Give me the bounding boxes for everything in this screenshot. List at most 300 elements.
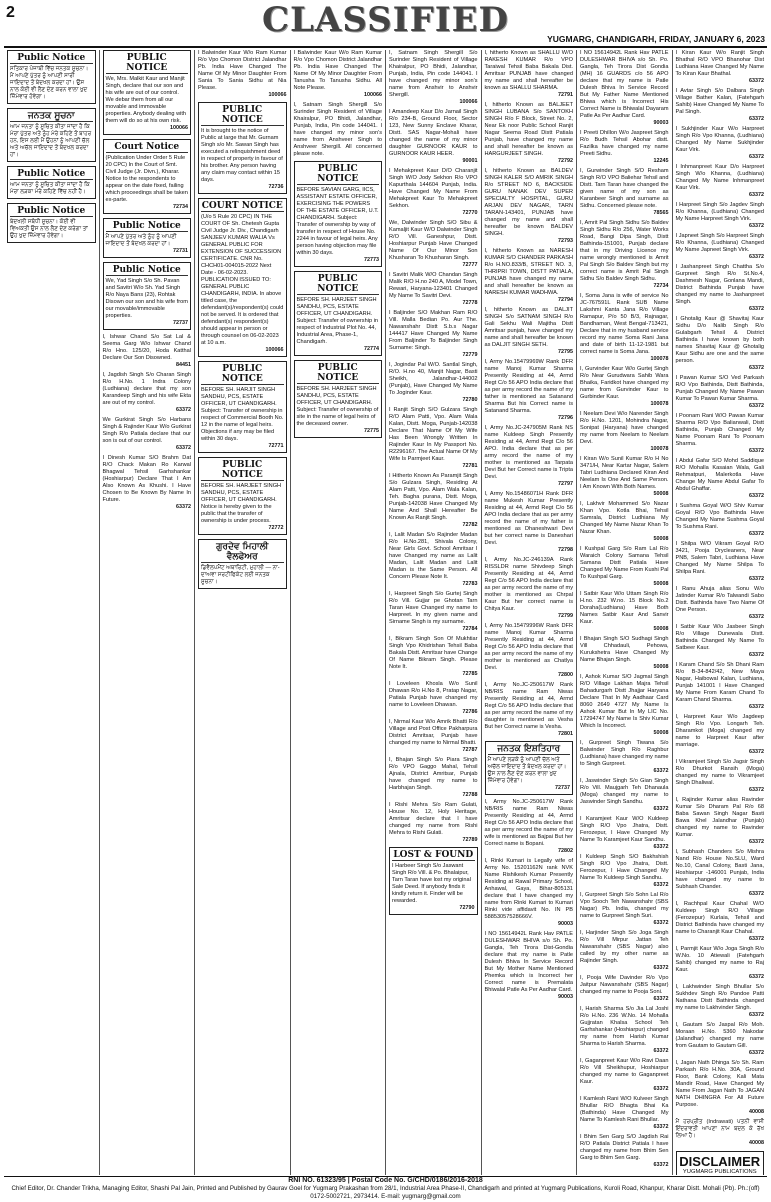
- ad-reference-number: 100078: [650, 356, 669, 362]
- ad-body: ਮੈਂ ਆਪਣੇ ਪੁੱਤਰ ਅਤੇ ਨੂੰਹ ਨੂੰ ਆਪਣੀ ਜਾਇਦਾਦ ਤੋਂ ਬੇਦਖਲ ਕਰਦਾ ਹਾਂ।: [105, 234, 177, 247]
- ad-body: I Kushpal Garg S/o Ram Lal R/o Waraich Colony Samana Tehsil Samana Distt Patiala Have Changed My Name From Kushi Pal To Kushpal Garg.: [580, 546, 669, 580]
- ad-body: ਡਿਵੈਲਪਮੈਂਟ ਅਥਾਰਿਟੀ, ਮੁਹਾਲੀ — ਨਾ-ਦਾਅਵਾ ਸਰਟੀਫਿਕੇਟ ਲਈ ਜਨਤਕ ਸੂਚਨਾ।: [201, 565, 280, 585]
- ad-reference-number: 63372: [653, 844, 669, 850]
- ad-body: I, Satnam Singh Shergill S/o Surinder Singh Resident of Village Khairalpur, PO Bhidi, Jalandhar, Punjab, India, Pin code 144041. I have changed my minor son's name from Anshveer Singh to Anshveer Shergill. All concerned please note.: [293, 102, 382, 157]
- ad-body: I, Army No.15486071H Rank DFR name Mukesh Kumar Presently Residing at 44, Armd Regt C/o 56 APO India declare that as per army record the name of my father is mentioned as Dhaneshwari Devi but her correct name is Daneshari Devi.: [484, 491, 573, 546]
- ad-reference-number: 72777: [462, 262, 478, 268]
- notice-box: [198, 457, 287, 535]
- ad-body: ਮੈਂ ਹਰਪ੍ਰੀਤ (Indrawati) ਪਤਨੀ ਵਾਸੀ ਇੰਦਰਾਵਤੀ ਆਪਣਾ ਨਾਮ ਬਦਲ ਕੇ ਰੱਖ ਲਿਆ ਹੈ।: [675, 1119, 764, 1139]
- ad-reference-number: 90003: [558, 921, 573, 927]
- notice-title: Public Notice: [10, 169, 93, 180]
- classified-ad: [389, 636, 478, 678]
- classified-ad: [676, 50, 765, 85]
- classified-ad: [103, 455, 192, 511]
- classified-ad: [389, 532, 478, 588]
- classified-ad: [485, 931, 574, 1001]
- ad-body: I Ghotalig Kaur @ Shavitaj Kaur Sidhu D/o Nalib Singh R/o Gulabgarh Tehsil & District Bathinda I have known by both names Shavitaj Kaur @ Ghotalig Kaur Sidhu are one and the same person.: [675, 316, 764, 364]
- disclaimer-body: YUGMARG PUBLICATIONS: [682, 1169, 757, 1175]
- classified-ad: [580, 456, 669, 498]
- classified-ad: [676, 88, 765, 123]
- ad-reference-number: 90001: [462, 158, 478, 164]
- ad-body: I, Lakhvir Mohammed S/o Nazar Khan Vpo. Kotla Bhai, Tehsil Samrala, District Ludhiana My Changed My Name Nazar Khan To Nazar Khan.: [580, 501, 669, 535]
- ad-reference-number: 63372: [749, 839, 764, 845]
- ad-body: (U/o 5 Rule 20 CPC) IN THE COURT OF Sh. Chetesh Gupta Civil Judge Jr. Div., Chandigarh SANJEEV KUMAR WALIA Vs GENERAL PUBLIC FOR EXTENSION OF SUCCESSION CERTIFICATE. CNR No. CHCH01-004015-2022 Next Date - 06-02-2023. PUBLICATION ISSUED TO: GENERAL PUBLIC CHANDIGARH, INDIA. In above titled case, the defendant(s)/respondent(s) could not be served. It is ordered that defendant(s) respondent(s) should appear in person or through counsel on 06-02-2023 at 10 a.m.: [201, 214, 284, 346]
- ad-reference-number: 100066: [265, 347, 284, 353]
- ad-body: I, Lakhwinder Singh Bhullar S/o Sukhdev Singh R/o Pandoe Patti Nathana Distt Bathinda changed my name to Lakhvinder Singh.: [675, 984, 764, 1011]
- ad-body: I Inhmanpreet Kaur D/o Harpreet Singh W/o Khanna, (Ludhiana) Changed My Name Inhmanpreet Kaur Virk.: [675, 164, 764, 191]
- ad-reference-number: 72774: [364, 346, 379, 352]
- column-1: [4, 50, 100, 1175]
- ad-reference-number: 100066: [459, 99, 478, 105]
- ad-reference-number: 72778: [462, 300, 478, 306]
- ad-body: I Sukhjinder Kaur W/o Harpreet Singh R/o Vpo Khanna, (Ludhiana) Changed My Name Sukhjinder Kaur Virk.: [675, 126, 764, 153]
- notice-box: [294, 271, 383, 356]
- classified-ad: [580, 411, 669, 453]
- classified-ad: [485, 623, 574, 679]
- page-number: 2: [6, 4, 15, 21]
- ad-body: I NO 15614942L Rank Hav PATLE DULESHWAR BHIVA s/o Sh. Po. Gangla, Teh Tirora Dist Gondia (MH) 16 GUARDS c/o 56 APO declare that my name is Patle Dulesh Bhiva In Service Record But My Father Name Mentioned Bhiwa which is Incorrect His Correct Name is Bhiwalal Dayaram Patle As Per Aadhar Card.: [580, 50, 669, 119]
- ad-reference-number: 63372: [176, 407, 191, 413]
- ad-reference-number: 63372: [749, 891, 764, 897]
- ad-body: I Preeti Dhillon W/o Jaspreet Singh R/o Budh Tehsil Abohar distt. Fazilka have changed my name Preeti Sidhu.: [580, 130, 669, 157]
- ad-body: I Vikramjeet Singh S/o Jagsir Singh R/o Dhurkot Ransih (Moga) changed my name to Vikramjeet Singh Dhaliwal.: [675, 759, 764, 786]
- dateline: YUGMARG, CHANDIGARH, FRIDAY, JANUARY 6, 2023: [547, 34, 765, 44]
- notice-box: [294, 360, 383, 438]
- classified-ad: [389, 50, 478, 106]
- ad-body: I Karamjeet Kaur W/O Kuldeep Singh R/O Vpo Jhatra, Distt. Ferozepur, I Have Changed My Name To Karamjeet Kaur Sandhu.: [580, 816, 669, 843]
- ad-reference-number: 100066: [170, 125, 188, 131]
- ad-reference-number: 63372: [176, 445, 191, 451]
- classified-ad: [580, 546, 669, 588]
- classified-ad: [580, 892, 669, 927]
- classified-columns: [4, 50, 767, 1175]
- disclaimer-box: [676, 1151, 765, 1175]
- classified-ad: [676, 946, 765, 981]
- classified-ad: [580, 1058, 669, 1093]
- ad-reference-number: 72788: [462, 792, 478, 798]
- classified-ad: [580, 50, 669, 127]
- classified-ad: [485, 557, 574, 620]
- ad-reference-number: 84451: [176, 362, 191, 368]
- notice-box: [198, 361, 287, 453]
- classified-ad: [485, 858, 574, 928]
- ad-reference-number: 72782: [462, 522, 478, 528]
- ad-body: (Publication Under Order 5 Rule 20 CPC) In the Court of Smt. Civil Judge (Jr. Divn.), Kharar. Notice to the respondents to appear on the date fixed, failing which proceedings shall be taken ex-parte.: [105, 155, 188, 203]
- ad-body: I, Soma Jana is wife of service No JC-767591L Rank SUB Name Lakshmi Kanta Jana R/o Village Ramapur, P/o 50 B/3, Rajnagar, Bandhaman, West Bengal-713421, Declare that in my husband service record my name Soma Rani Jana and date of birth 11-12-1981 but correct name is Soma Jana.: [580, 293, 669, 355]
- ad-reference-number: 72772: [268, 525, 284, 531]
- classified-ad: [676, 662, 765, 711]
- ad-reference-number: 72784: [462, 626, 478, 632]
- ad-body: I, Army No.JC-246139A Rank RISSLDR name Shivdeep Singh Presently Residing at 44, Armd Regt C/o 56 APO India declare that as per army record the name of my mother is mentioned as Chrpal Kaur But her correct name is Chitya Kaur.: [484, 557, 573, 612]
- ad-reference-number: 72731: [173, 248, 188, 254]
- ad-body: ਬੇਦਖਲੀ ਸਬੰਧੀ ਸੂਚਨਾ। ਕੋਈ ਵੀ ਵਿਅਕਤੀ ਉਸ ਨਾਲ ਲੈਣ ਦੇਣ ਕਰੇਗਾ ਤਾਂ ਉਹ ਖੁਦ ਜ਼ਿੰਮੇਵਾਰ ਹੋਵੇਗਾ।: [10, 219, 88, 239]
- classified-ad: [389, 109, 478, 165]
- ad-reference-number: 63372: [653, 920, 669, 926]
- ad-reference-number: 72802: [558, 848, 573, 854]
- ad-reference-number: 63372: [653, 965, 669, 971]
- classified-ad: [580, 130, 669, 165]
- ad-body: I, Gurvinder Kaur W/o Gurtej Singh R/o Near Gurudwara Sahib Wara Bhaika, Faridkot have changed my name from Gurvinder Kaur to Gurbinder Kaur.: [580, 366, 669, 400]
- ad-reference-number: 40008: [749, 1140, 764, 1146]
- classified-ad: [389, 757, 478, 799]
- ad-reference-number: 72737: [555, 785, 570, 791]
- ad-body: I, Gurpreet Singh Tiwana S/o Balwinder Singh R/o Raghbur (Ludhiana) have changed my name to Singh Gurpreet.: [580, 740, 669, 767]
- ad-body: I, Satnam Singh Shergill S/o Surinder Singh Resident of Village Khairalpur, PO Bhidi, Jalandhar, Punjab, India, Pin code 144041. I have changed my minor son's name from Anshvir to Anshvir Shergill.: [389, 50, 478, 98]
- classified-ad: [485, 491, 574, 554]
- classified-ad: [676, 458, 765, 500]
- ad-body: I, Ishwar Chand S/o Sat Lal & Seema Garg W/o Ishwar Chand R/o Hno. 125/20, Hoda Katthal Declare Our Son Disowned.: [102, 334, 191, 361]
- notice-box: [7, 108, 96, 162]
- ad-reference-number: 63372: [749, 1050, 764, 1056]
- ad-reference-number: 72775: [364, 428, 379, 434]
- notice-title: PUBLIC NOTICE: [297, 274, 380, 295]
- notice-box: [7, 50, 96, 104]
- ad-body: I Neelam Devi W/o Narender Singh R/o H.No. 1201, Mohindra Nagar, Sonipat (Haryana) have changed my name from Neelam to Neelam Devi.: [580, 411, 669, 445]
- masthead-rule: [4, 46, 767, 48]
- classified-ad: [676, 1022, 765, 1057]
- ad-body: BEFORE SH. HARJEET SINGH SANDHU, PCS, ESTATE OFFICER, UT CHANDIGARH. Notice is hereby given to the public that the transfer of ownership is under process.: [201, 483, 282, 524]
- ad-body: I, Bikram Singh Son Of Mukhtiar Singh Vpo Khidrishan Tehsil Baba Bakala Distt. Amritsar have Change Of Name Bikram Singh. Please Note It.: [389, 636, 478, 670]
- ad-body: I Kiran Kaur W/o Ranjit Singh Bhathal R/O VPO Bhanohar Dist Ludhiana Have Changed My Name To Kiran Kaur Bhathal.: [675, 50, 764, 77]
- ad-body: I, Parmjit Kaur W/o Joga Singh R/o W.No. 10 Atiewali (Fatehgarh Sahib) changed my name to Raj Kaur.: [675, 946, 764, 973]
- ad-reference-number: 63372: [653, 768, 669, 774]
- ad-reference-number: 63372: [749, 974, 764, 980]
- classified-ad: [676, 624, 765, 659]
- ad-body: I Rishi Mehra S/o Ram Gulati, House No. 12, Holy Heritage, Amritsar declare that I have changed my name from Rishi Mehra to Rishi Gulati.: [389, 802, 478, 836]
- notice-title: PUBLIC NOTICE: [297, 363, 380, 384]
- classified-ad: [676, 541, 765, 583]
- classified-ad: [389, 272, 478, 307]
- classified-ad: [389, 591, 478, 633]
- ad-body: I Kuldeep Singh S/O Bakhshish Singh R/O Vpo Jhatra, Distt. Ferozepur, I Have Changed My Name To Kuldeep Singh Sandhu.: [580, 854, 669, 881]
- notice-box: [198, 102, 287, 194]
- ad-reference-number: 72789: [462, 837, 478, 843]
- ad-body: I, Army No.15479969W Rank DFR name Manoj Kumar Sharma Presently Residing at 44, Armd Regt C/o 56 APO India declare that as per army record the name of my father is mentioned as Satanand Sharma But his Correct name is Satanand Sharma.: [484, 359, 573, 414]
- ad-body: I Mehakpreet Kaur D/O Charanjit Singh W/O Jody Sekhon R/o VPO Kapurthala 144604 Punjab, India. Have Changed My Name From Mehakpreet Kaur To Mehakpreet Sekhon.: [389, 168, 478, 209]
- ad-reference-number: 50008: [653, 581, 669, 587]
- classified-ad: [676, 164, 765, 199]
- section-title: CLASSIFIED: [261, 0, 510, 40]
- ad-body: I Avtar Singh S/o Dalbara Singh Village Bather Kalan, (Fatehgarh Sahib) Have Changed My Name To Pal Singh.: [675, 88, 764, 115]
- classified-ad: [389, 220, 478, 269]
- classified-ad: [580, 674, 669, 737]
- ad-reference-number: 100078: [650, 446, 669, 452]
- ad-reference-number: 72785: [462, 671, 478, 677]
- ad-reference-number: 63372: [749, 78, 764, 84]
- ad-body: ਆਮ ਜਨਤਾ ਨੂੰ ਸੂਚਿਤ ਕੀਤਾ ਜਾਂਦਾ ਹੈ ਕਿ ਮੇਰਾ ਪੁੱਤਰ ਅਤੇ ਨੂੰਹ ਮੇਰੇ ਕਹਿਣੇ ਤੋਂ ਬਾਹਰ ਹਨ, ਇਸ ਲਈ ਮੈਂ ਉਹਨਾਂ ਨੂੰ ਆਪਣੀ ਚੱਲ ਅਤੇ ਅਚੱਲ ਜਾਇਦਾਦ ਤੋਂ ਬੇਦਖਲ ਕਰਦਾ ਹਾਂ।: [10, 124, 92, 158]
- classified-ad: [580, 636, 669, 671]
- classified-ad: [103, 334, 192, 369]
- ad-body: I Loveleen Khosla W/o Sunil Dhawan R/o H.No 8, Pratap Nagar, Patiala Punjab have changed my name to Loveleen Dhawan.: [389, 681, 478, 708]
- ad-reference-number: 72780: [462, 397, 478, 403]
- classified-ad: [676, 375, 765, 410]
- ad-reference-number: 72773: [364, 257, 379, 263]
- ad-reference-number: 63372: [749, 448, 764, 454]
- ad-reference-number: 63372: [653, 1086, 669, 1092]
- classified-ad: [676, 413, 765, 455]
- ad-reference-number: 50008: [653, 626, 669, 632]
- notice-box: [103, 262, 192, 330]
- ad-body: I Abdul Gafar S/O Mohd Saddique R/O Mohalla Kasaian Wala, Gali Rehmatpuri, Malerkotla Have Change My Name Abdul Gafar To Abdul Ghaffar.: [675, 458, 764, 492]
- classified-ad: [485, 248, 574, 304]
- notice-title: Public Notice: [10, 206, 93, 217]
- ad-reference-number: 90003: [653, 120, 669, 126]
- ad-reference-number: 100066: [268, 92, 287, 98]
- notice-title: COURT NOTICE: [201, 201, 283, 211]
- ad-body: I Baljinder S/O Makhan Ram R/O Vill. Malla Bedian Po. Aur The. Nawanshahr Distt S.b.s Nagar 144417 Have Changed My Name From Baljinder To Baljinder Singh Surname: Singh.: [389, 310, 478, 351]
- ad-body: We Gurkirat Singh S/o Harbans Singh & Rajinder Kaur W/o Gurkirat Singh R/o Patiala declare that our son is out of our control.: [102, 417, 191, 444]
- ad-reference-number: 90003: [558, 994, 573, 1000]
- classified-ad: [580, 501, 669, 543]
- notice-title: PUBLIC NOTICE: [201, 364, 284, 385]
- ad-reference-number: 50008: [653, 536, 669, 542]
- ad-body: I Japneet Singh S/o Harpreet Singh R/o Khanna, (Ludhiana) Changed My Name Japneet Singh Virk.: [675, 233, 764, 253]
- ad-reference-number: 50008: [653, 491, 669, 497]
- rni-line: RNI NO. 61323/95 | Postal Code No. G/CHD/0186/2016-2018: [288, 1177, 483, 1184]
- ad-reference-number: 63372: [653, 1162, 669, 1168]
- notice-box: [103, 139, 192, 214]
- classified-ad: [676, 586, 765, 621]
- ad-reference-number: 72790: [459, 905, 475, 911]
- column-7: [577, 50, 673, 1175]
- classified-ad: [389, 168, 478, 217]
- ad-body: I, Jagdish Singh S/o Charan Singh R/o H.No. 1 Indra Colony (Ludhiana) declare that my son Karandeep Singh and his wife Ekta are out of my control.: [102, 372, 191, 406]
- ad-body: I, Subhash Chanders S/o Mishra Nand R/o House No.SLU, Ward No.10, Canal Colony, Basti Jana, Hoshiarpur -146001 Punjab, India have changed my name to Subhash Chander.: [675, 849, 764, 890]
- column-8: [673, 50, 768, 1175]
- ad-body: I Pawan Kumar S/O Ved Parkash R/O Vpo Bathinda, Distt Bathinda, Punjab Changed My Name Pawan Kumar To Pawan Kumar Sharma.: [675, 375, 764, 402]
- classified-ad: [485, 50, 574, 99]
- classified-ad: [676, 202, 765, 230]
- ad-reference-number: 63372: [749, 614, 764, 620]
- classified-ad: [580, 168, 669, 217]
- ad-reference-number: 63372: [749, 306, 764, 312]
- column-2: [100, 50, 196, 1175]
- classified-ad: [485, 799, 574, 855]
- classified-ad: [676, 1119, 765, 1147]
- notice-title: PUBLIC NOTICE: [297, 164, 380, 185]
- ad-body: I Balwinder Kaur W/o Ram Kumar R/o Vpo Chomon District Jalandhar Pb. India Have Changed The Name Of My Minor Daughter From Sania To Sania Sidhu at Nia Please.: [198, 50, 287, 91]
- ad-body: I, Lalit Madan S/o Rajinder Madan R/o H.No.281, Shivala Colony, Near Girls Govt. School Amritsar I have Changed my name as Lalit Madan, Lalit Madan and Lalit Madan is the Same Person. All Concern Please Note It.: [389, 532, 478, 580]
- classified-ad: [676, 901, 765, 943]
- disclaimer-title: DISCLAIMER: [679, 1154, 761, 1169]
- classified-ad: [676, 849, 765, 898]
- ad-body: I, hitherto Known as NARESH KUMAR S/O CHANDER PARKASH R/o H.NO.833/B, STREET NO. 3, THRIPRI TOWN, DISTT PATIALA, PUNJAB have changed my name and shall hereafter be known as NARESH KUMAR WADHWA.: [484, 248, 573, 296]
- ad-body: BEFORE SAVIAN GARG, IICS, ASSISTANT ESTATE OFFICER, EXERCISING THE POWERS OF THE ESTATE OFFICER, U.T. CHANDIGARH. Subject: Transfer of ownership by way of transfer in respect of House No. 2244 in favour of legal heirs. Any person having objection may file within 30 days.: [296, 187, 379, 256]
- classified-ad: [676, 759, 765, 794]
- ad-reference-number: 72799: [558, 613, 573, 619]
- ad-body: We, Mrs. Malkit Kaur and Manjit Singh, declare that our son and his wife are out of our control. We debar them from all our movable and immovable properties. Anybody dealing with them will do so at his own risk.: [105, 76, 187, 124]
- ad-reference-number: 63372: [749, 254, 764, 260]
- ad-body: I, Rajinder Kumar alias Ravinder Kumar S/o Dharam Pal R/o 68 Baba Sawan Singh Nagar Basti Bawa Khel Jalandhar (Punjab) changed my name to Ravinder Kumar.: [675, 797, 764, 838]
- classified-ad: [580, 778, 669, 813]
- ad-body: I, Ashok Kumar S/O Jagmal Singh R/O Village Lakhan Majra Tehsil Bahadurgarh Distt Jhajjar Haryana Declare That In My Aadhaar Card 8060 2649 4727 My Name Is Ashok Kumar But In My LIC No. 17294747 My Name Is Shiv Kumar Which Is Incorrect.: [580, 674, 669, 729]
- ad-body: I Amandeep Kaur D/o Jarnail Singh R/o 234-B, Ground Floor, Sector 123, New Sunny Enclave Kharar, Distt. SAS Nagar-Mohali have changed the name of my minor daughter GURNOOR KAUR to GURNOOR KAUR HEER.: [389, 109, 478, 157]
- ad-body: We, Yad Singh S/o Sh. Pavan and Savitri W/o Sh. Yad Singh R/o Naya Bans (23), Rohtak Disown our son and his wife from our movable/immovable properties.: [105, 278, 188, 319]
- ad-reference-number: 72734: [173, 204, 188, 210]
- ad-reference-number: 72734: [653, 283, 669, 289]
- publisher-credits: Chief Editor, Dr. Chander Trikha, Managing Editor, Shashi Pal Jain, Printed and Published by Gaurav Goel for Yugmarg Prakashan from 28/1, Industrial Area Phase-II, Chandigarh and printed at Yugmarg Publications, Kuroli Road, Khanpur, Kharar Distt. Mohali (Pb). Ph.:(off) 0172-5002721, 2973414. E-mail: yugmarg@gmail.com: [11, 1185, 760, 1200]
- classified-ad: [580, 975, 669, 1003]
- ad-body: I, Nirmal Kaur W/o Amrik Bhatti R/o Village and Post Office Pakharpura District Amritsar, Punjab have changed my name to Nirmal Bhatti.: [389, 719, 478, 746]
- ad-reference-number: 40008: [749, 1109, 764, 1115]
- column-6: [482, 50, 578, 1175]
- ad-body: I, hitherto Known as BALDEV SINGH KALER S/O AMRIK SINGH R/o STREET NO 6, BACKSIDE GURU NANAK DEV SUPER SPECIALTY HOSPITAL, GURU ARJAN DEV NAGAR, TARN TARAN-143401, PUNJAB have changed my name and shall hereafter be known BALDEV SINGH.: [484, 168, 573, 237]
- classified-ad: [676, 316, 765, 372]
- ad-body: I, Army No.JC-247905M Rank NS name Kuldeep Singh Presently Residing at 44, Armd Regt C/o 56 APO. India declare that as per army record the name of my mother is mentioned as Tarpata Devi But her Correct name is Tripta Devi.: [484, 425, 573, 480]
- ad-reference-number: 63372: [749, 576, 764, 582]
- ad-reference-number: 72793: [558, 238, 573, 244]
- ad-reference-number: 12245: [653, 158, 669, 164]
- ad-reference-number: 72796: [558, 415, 573, 421]
- classified-ad: [580, 293, 669, 363]
- classified-ad: [580, 220, 669, 290]
- notice-title: PUBLIC NOTICE: [201, 105, 284, 126]
- ad-reference-number: 63372: [749, 154, 764, 160]
- ad-reference-number: 100066: [364, 92, 382, 98]
- ad-body: I Bhajan Singh S/O Sudhagi Singh Vill Chhadauli, Pehowa, Kurukshetra Have Changed My Name Bhajan Singh.: [580, 636, 669, 663]
- ad-body: I, Gaganpreet Kaur W/o Ravi Daan R/o Vill Sheikhupur, Hoshiarpur changed my name to Gaganpreet Kaur.: [580, 1058, 669, 1085]
- ad-reference-number: 72736: [268, 184, 284, 190]
- ad-reference-number: 63372: [653, 1048, 669, 1054]
- classified-ad: [485, 102, 574, 165]
- notice-title: ਜਨਤਕ ਇਸ਼ਤਿਹਾਰ: [488, 744, 571, 755]
- classified-ad: [580, 366, 669, 408]
- ad-reference-number: 63372: [749, 403, 764, 409]
- ad-body: I, Rinki Kumari is Legally wife of Army No. 15201162N rank NVK Name Rishikesh Kumar Presently Residing at Rawal Primary School, Anhawal, Gaya, Bihar-805131 declare that I have changed my name from Rinki Kumari to Kumari Rinki vide affidavit No. IN PB 58853057528666V.: [484, 858, 573, 920]
- ad-body: I, Gautam S/o Jaspal R/o Moh. Moraan H.No. 5360 Nakodar (Jalandhar) changed my name from Gautam to Gautam Gill.: [675, 1022, 764, 1049]
- classified-ad: [389, 407, 478, 470]
- classified-ad: [676, 233, 765, 261]
- ad-body: I Satbir Kaur W/o Uttam Singh R/o H.no. 232 W.no. 15 Block No.2 Doraha(Ludhiana) Have Both Names Satbir Kaur And Sanvir Kaur.: [580, 591, 669, 625]
- ad-reference-number: 63372: [749, 1012, 764, 1018]
- ad-reference-number: 63372: [749, 192, 764, 198]
- ad-reference-number: 63372: [653, 1124, 669, 1130]
- ad-reference-number: 63372: [749, 365, 764, 371]
- ad-body: I, Pooja Wife Davinder R/o Vpo Jaitpur Nawanshahr (SBS Nagar) changed my name to Pooja Soni.: [580, 975, 669, 995]
- ad-reference-number: 72737: [173, 320, 188, 326]
- ad-body: We, Dalwinder Singh S/O Sibu & Kamaljit Kaur W/O Dalwinder Singh R/O Vill. Ganeshpur, Distt. Hoshiarpur Punjab Have Changed Name Of Our Minor Son Khusharan To Khusharan Singh.: [389, 220, 478, 261]
- column-4: [291, 50, 387, 1175]
- notice-box: [198, 198, 287, 357]
- notice-title: PUBLIC NOTICE: [106, 53, 189, 74]
- notice-title: LOST & FOUND: [393, 850, 474, 860]
- classified-ad: [580, 854, 669, 889]
- notice-title: ਜਨਤਕ ਸੂਚਨਾ: [10, 111, 93, 122]
- classified-ad: [485, 425, 574, 488]
- imprint-footer: [4, 1176, 767, 1201]
- ad-reference-number: 50008: [653, 730, 669, 736]
- ad-body: I, Gurpreet Singh S/o Sohn Lal R/o Vpo Sooch Teh Nawanshahr (SBS Nagar) Pb. India, changed my name to Gurpreet Singh Suri.: [580, 892, 669, 919]
- ad-body: I Harbeer Singh S/o Jaswant Singh R/o Vill. & Po. Bhalaipur, Tarn Taran have lost my original Sale Deed. If anybody finds it kindly return it. Finder will be rewarded.: [392, 863, 471, 904]
- ad-body: ਮੈਂ ਆਪਣੇ ਲੜਕੇ ਨੂੰ ਆਪਣੀ ਚੱਲ ਅਤੇ ਅਚੱਲ ਜਾਇਦਾਦ ਤੋਂ ਬੇਦਖਲ ਕਰਦਾ ਹਾਂ। ਉਸ ਨਾਲ ਲੈਣ ਦੇਣ ਕਰਨ ਵਾਲਾ ਖੁਦ ਜ਼ਿੰਮੇਵਾਰ ਹੋਵੇਗਾ।: [487, 757, 567, 784]
- ad-reference-number: 63372: [653, 806, 669, 812]
- ad-reference-number: 63372: [749, 787, 764, 793]
- ad-body: I Harpreet Singh S/o Jagdev Singh R/o Khanna, (Ludhiana) Changed My Name Harpreet Singh Virk.: [675, 202, 764, 222]
- ad-reference-number: 63372: [749, 493, 764, 499]
- ad-reference-number: 72801: [558, 731, 573, 737]
- ad-body: I Shilpa W/O Vikram Goyal R/O 3421, Pooja Drycleaners, Near PNB, Salem Tabri, Ludhiana Have Changed My Name Shilpa To Shilpa Rani.: [675, 541, 764, 575]
- classified-ad: [103, 372, 192, 414]
- classified-ad: [676, 984, 765, 1019]
- ad-body: I, Jogindar Pal W/O. Santlal Singh, R/O. H.no 40, Manjit Nagar, Basti Sheikh, Jalandhar-144002 (Punjab), Have Changed My Name To Joginder Kaur.: [389, 362, 478, 396]
- notice-box: [103, 218, 192, 258]
- ad-body: I Kiran W/o Sunil Kumar R/o H No 3471/H, Near Kartar Nagar, Salem Tabri Ludhiana Declared Kiran And Neelam Is One And Same Person. I Am Known With Both Names.: [580, 456, 669, 490]
- classified-ad: [580, 1006, 669, 1055]
- column-5: [386, 50, 482, 1175]
- ad-body: I, hitherto Known as SHALLU W/O RAKESH KUMAR R/o VPO Taraiwal Tehsil Baba Bakala Dist. Amritsar PUNJAB have changed my name and shall hereafter be known as SHALLU SHARMA.: [484, 50, 573, 91]
- ad-reference-number: 72791: [558, 92, 573, 98]
- notice-box: [485, 741, 574, 795]
- classified-ad: [580, 930, 669, 972]
- notice-box: [294, 161, 383, 267]
- classified-ad: [198, 50, 287, 99]
- ad-body: BEFORE SH. HARJEET SINGH SANDHU, PCS, ESTATE OFFICER, UT CHANDIGARH. Subject: Transfer of ownership in respect of Industrial Plot No. 44, Industrial Area, Phase-1, Chandigarh.: [296, 297, 378, 345]
- notice-title: Court Notice: [106, 142, 189, 153]
- notice-title: Public Notice: [10, 53, 93, 64]
- ad-reference-number: 63372: [749, 936, 764, 942]
- ad-body: I, hitherto Known as BALJEET SINGH LUBANA S/o SANTOKH SINGH R/o F Block, Street No. 2, Near Ek noor Public School Ranjit Nagar Seema Road Distt Patiala Punjab, have changed my name and shall hereafter be known as HARGURJEET SINGH.: [484, 102, 573, 157]
- classified-ad: [580, 1096, 669, 1131]
- ad-body: I, Harish Sharma S/o Jia Lal Joshi R/o H.No. 236 W.No. 14 Mohalla Gujjratan Khalsa School Teh Garhshankar (Hoshiarpur) changed my name from Harish Kumar Sharma to Harish Sharma.: [580, 1006, 669, 1047]
- ad-body: It is brought to the notice of Public at large that Mr. Gurnam Singh s/o Mr. Sawan Singh has executed a relinquishment deed in respect of property in favour of his brother. Any person having any claim may contact within 15 days.: [201, 128, 283, 183]
- ad-reference-number: 63372: [749, 704, 764, 710]
- classified-ad: [676, 503, 765, 538]
- ad-reference-number: 72783: [462, 581, 478, 587]
- classified-ad: [676, 126, 765, 161]
- ad-body: I, Harpreet Singh S/o Gurtej Singh R/o Vill. Gujjar pe Ghotan Tarn Taran Have Changed my name to Harpreet. In my given name and Sirname Singh is my surname.: [389, 591, 478, 625]
- classified-ad: [389, 681, 478, 716]
- ad-reference-number: 72795: [558, 349, 573, 355]
- ad-reference-number: 63372: [749, 652, 764, 658]
- ad-reference-number: 63372: [749, 749, 764, 755]
- notice-box: [7, 203, 96, 243]
- classified-ad: [485, 307, 574, 356]
- notice-title: Public Notice: [106, 265, 189, 276]
- ad-reference-number: 72786: [462, 709, 478, 715]
- classified-ad: [485, 168, 574, 245]
- ad-reference-number: 72797: [558, 481, 573, 487]
- classified-ad: [580, 816, 669, 851]
- ad-body: I Dinesh Kumar S/O Brahm Dat R/O Chack Makan Ro Karwal Bhagwal Tehsil Garhshankar (Hoshiarpur) Declare That I Am Also Known As Khushi. I Have Chosen to Be Known By Name In Future.: [102, 455, 191, 503]
- classified-ad: [389, 802, 478, 844]
- ad-body: ਆਮ ਜਨਤਾ ਨੂੰ ਸੂਚਿਤ ਕੀਤਾ ਜਾਂਦਾ ਹੈ ਕਿ ਮੇਰਾ ਲੜਕਾ ਮੇਰੇ ਕਹਿਣੇ ਵਿੱਚ ਨਹੀਂ ਹੈ।: [10, 182, 90, 195]
- classified-ad: [580, 1134, 669, 1169]
- ad-body: I NO 15614942L Rank Hav PATLE DULESHWAR BHIVA s/o Sh. Po. Gangla, Teh Tirora Dist-Gondia declare that my name is Patle Dulesh Bhiva In Service Record But My Mother Name Mentioned Phemka which is Incorrect her Correct name is Premalata Bhiwalal Patle As Per Aadhar Card.: [484, 931, 573, 993]
- ad-body: I Poonam Rani W/O Pawan Kumar Sharma R/O Vpo Balianwali, Distt Bathinda, Punjab Changed My Name Poonam Rani To Poonam Sharma.: [675, 413, 764, 447]
- notice-title: PUBLIC NOTICE: [201, 460, 284, 481]
- ad-body: I Savitri Malik W/O Chandan Singh Malik R/O H.no 240 A, Model Town, Rewari, Haryana-123401 Changed My Name To Savitri Devi.: [389, 272, 478, 299]
- ad-body: BEFORE SH. HARJEET SINGH SANDHU, PCS, ESTATE OFFICER, UT CHANDIGARH. Subject: Transfer of ownership of site in the name of legal heirs of the deceased owner.: [296, 386, 379, 427]
- classified-ad: [294, 102, 383, 158]
- classified-ad: [676, 797, 765, 846]
- classified-ad: [294, 50, 383, 99]
- ad-reference-number: 78565: [653, 210, 669, 216]
- ad-reference-number: 72781: [462, 463, 478, 469]
- ad-body: I Karam Chand S/o Sh Dhani Ram R/o B-34-842/42, New Maya Nagar, Haibowal Kalan, Ludhiana, Punjab 141001 I Have Changed My Name From Karam Chand To Karam Chand Sharma.: [675, 662, 764, 703]
- classified-ad: [485, 682, 574, 738]
- classified-ad: [676, 264, 765, 313]
- ad-body: I, Gurwinder Singh S/O Resham Singh R/O VPO Baliehar Tehsil and Distt. Tarn Taran have changed the given name of my son as Karanbeer Singh and surname as Sidhu. Concerned please note.: [580, 168, 669, 209]
- ad-reference-number: 50008: [653, 664, 669, 670]
- ad-body: I, Army No.JC-250617W Rank NB/RIS name Ram Niwas Presently Residing at 44, Armd Regt C/o 56 APO India declare that as per army record the name of my wife is mentioned as Bajpai But her Correct name is Bopani.: [484, 799, 573, 847]
- classified-ad: [389, 473, 478, 529]
- ad-body: I, Bhajan Singh S/o Piara Singh R/o VPO Gaggo Mahal, Tehsil Ajnala, District Amritsar, Punjab have changed my name to Harbhajan Singh.: [389, 757, 478, 791]
- ad-body: ਸਤਿਕਾਰ ਪੰਜਾਬੀ ਵਿੱਚ ਜਨਤਕ ਸੂਚਨਾ। ਮੈਂ ਆਪਣੇ ਪੁੱਤਰ ਨੂੰ ਆਪਣੀ ਸਾਰੀ ਜਾਇਦਾਦ ਤੋਂ ਬੇਦਖਲ ਕਰਦਾ ਹਾਂ। ਉਸ ਨਾਲ ਕੋਈ ਵੀ ਲੈਣ ਦੇਣ ਕਰਨ ਵਾਲਾ ਖੁਦ ਜ਼ਿੰਮੇਵਾਰ ਹੋਵੇਗਾ।: [10, 66, 89, 100]
- ad-reference-number: 63372: [176, 504, 191, 510]
- ad-body: I Kamlesh Rani W/O Kulveer Singh Bhullar R/O Bhagta Bhai Ka (Bathinda) Have Changed My Name To Kamlesh Rani Bhullar.: [580, 1096, 669, 1123]
- ad-body: I Bhim Sen Garg S/O Jagdish Rai R/O Patiala District Patiala I have changed my name from Bhim Sen Garg to Bhim Sen Garg.: [580, 1134, 669, 1161]
- classified-ad: [580, 591, 669, 633]
